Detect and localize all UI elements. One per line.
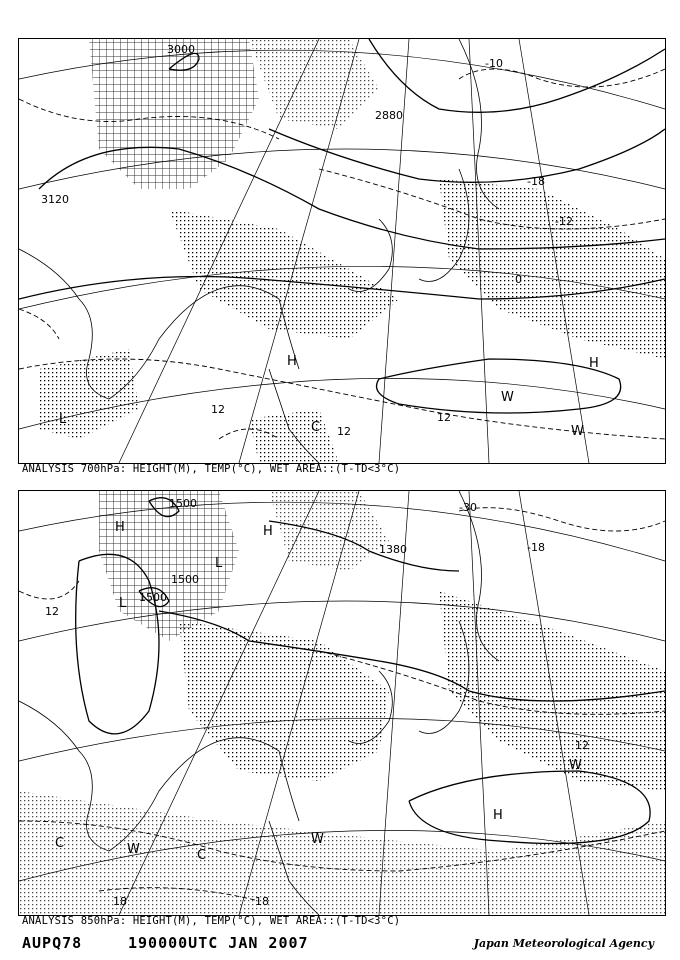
center-symbol: H: [589, 356, 599, 371]
temp-label: 12: [45, 605, 59, 618]
center-symbol: W: [127, 842, 140, 857]
center-symbol: L: [215, 556, 223, 571]
center-symbol: L: [119, 596, 127, 611]
center-symbol: W: [571, 424, 584, 439]
temp-label: -10: [485, 57, 503, 70]
height-label: 1500: [171, 573, 199, 586]
temp-label: 12: [437, 411, 451, 424]
map-700hpa-canvas: [19, 39, 665, 463]
center-symbol: W: [311, 832, 324, 847]
map-panel-850hpa: [18, 490, 666, 916]
height-label: 2880: [375, 109, 403, 122]
center-symbol: H: [263, 524, 273, 539]
temp-label: 12: [211, 403, 225, 416]
temp-label: -30: [459, 501, 477, 514]
height-label: 3000: [167, 43, 195, 56]
center-symbol: L: [59, 412, 67, 427]
center-symbol: H: [493, 808, 503, 823]
agency-name: Japan Meteorological Agency: [473, 937, 654, 950]
temp-label: 12: [575, 739, 589, 752]
height-label: 1500: [169, 497, 197, 510]
height-label: 1380: [379, 543, 407, 556]
center-symbol: H: [287, 354, 297, 369]
temp-label: -18: [527, 175, 545, 188]
wet-area-700: [39, 39, 665, 463]
center-symbol: H: [115, 520, 125, 535]
temp-label: 0: [515, 273, 522, 286]
map-850hpa-canvas: [19, 491, 665, 915]
center-symbol: C: [55, 836, 65, 851]
height-label: 1500: [139, 591, 167, 604]
caption-700hpa: ANALYSIS 700hPa: HEIGHT(M), TEMP(°C), WET AREA::(T-TD<3°C): [22, 463, 401, 475]
chart-footer: [22, 934, 662, 956]
chart-id: AUPQ78: [22, 934, 83, 952]
center-symbol: W: [569, 758, 582, 773]
center-symbol: W: [501, 390, 514, 405]
height-label: 3120: [41, 193, 69, 206]
center-symbol: C: [311, 420, 321, 435]
center-symbol: C: [197, 848, 207, 863]
temp-label: -12: [555, 215, 573, 228]
map-panel-700hpa: [18, 38, 666, 464]
temp-label: 18: [113, 895, 127, 908]
temp-label: -18: [527, 541, 545, 554]
caption-850hpa: ANALYSIS 850hPa: HEIGHT(M), TEMP(°C), WET AREA::(T-TD<3°C): [22, 915, 401, 927]
temp-label: 12: [337, 425, 351, 438]
temp-label: 18: [255, 895, 269, 908]
valid-time: 190000UTC JAN 2007: [128, 934, 309, 952]
